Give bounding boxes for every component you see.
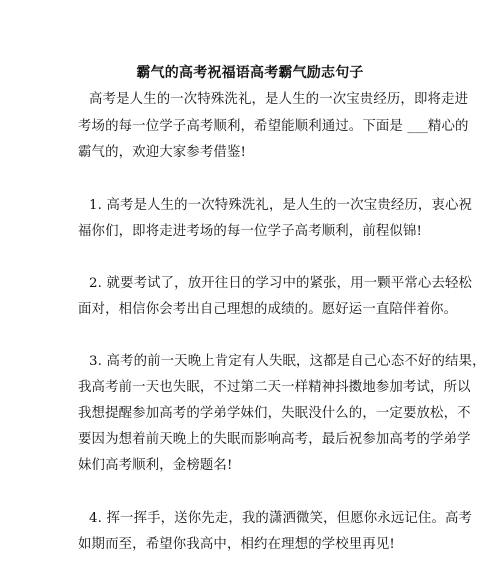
item-3-line: 我高考前一天也失眠，不过第二天一样精神抖擞地参加考试，所以 (78, 380, 471, 395)
item-3-line: 妹们高考顺利，金榜题名! (78, 458, 233, 473)
item-2-line: 2. 就要考试了，放开往日的学习中的紧张，用一颗平常心去轻松 (89, 276, 473, 291)
document-title: 霸气的高考祝福语高考霸气励志句子 (136, 65, 364, 81)
intro-line: 霸气的，欢迎大家参考借鉴! (78, 145, 247, 160)
item-2-line: 面对，相信你会考出自己理想的成绩的。愿好运一直陪伴着你。 (78, 302, 458, 317)
intro-line: 考场的每一位学子高考顺利，希望能顺利通过。下面是 ___精心的 (78, 119, 469, 134)
item-3-line: 要因为想着前天晚上的失眠而影响高考，最后祝参加高考的学弟学 (78, 432, 471, 447)
item-4-line: 4. 挥一挥手，送你先走，我的潇洒微笑，但愿你永远记住。高考 (89, 511, 473, 526)
intro-line: 高考是人生的一次特殊洗礼，是人生的一次宝贵经历，即将走进 (89, 92, 469, 107)
item-3-line: 我想提醒参加高考的学弟学妹们，失眠没什么的，一定要放松，不 (78, 406, 471, 421)
item-3-line: 3. 高考的前一天晚上肯定有人失眠，这都是自己心态不好的结果， (89, 354, 486, 369)
item-4-line: 如期而至，希望你我高中，相约在理想的学校里再见! (78, 537, 395, 552)
item-1-line: 福你们，即将走进考场的每一位学子高考顺利，前程似锦! (78, 224, 423, 239)
item-1-line: 1. 高考是人生的一次特殊洗礼，是人生的一次宝贵经历，衷心祝 (89, 198, 473, 213)
